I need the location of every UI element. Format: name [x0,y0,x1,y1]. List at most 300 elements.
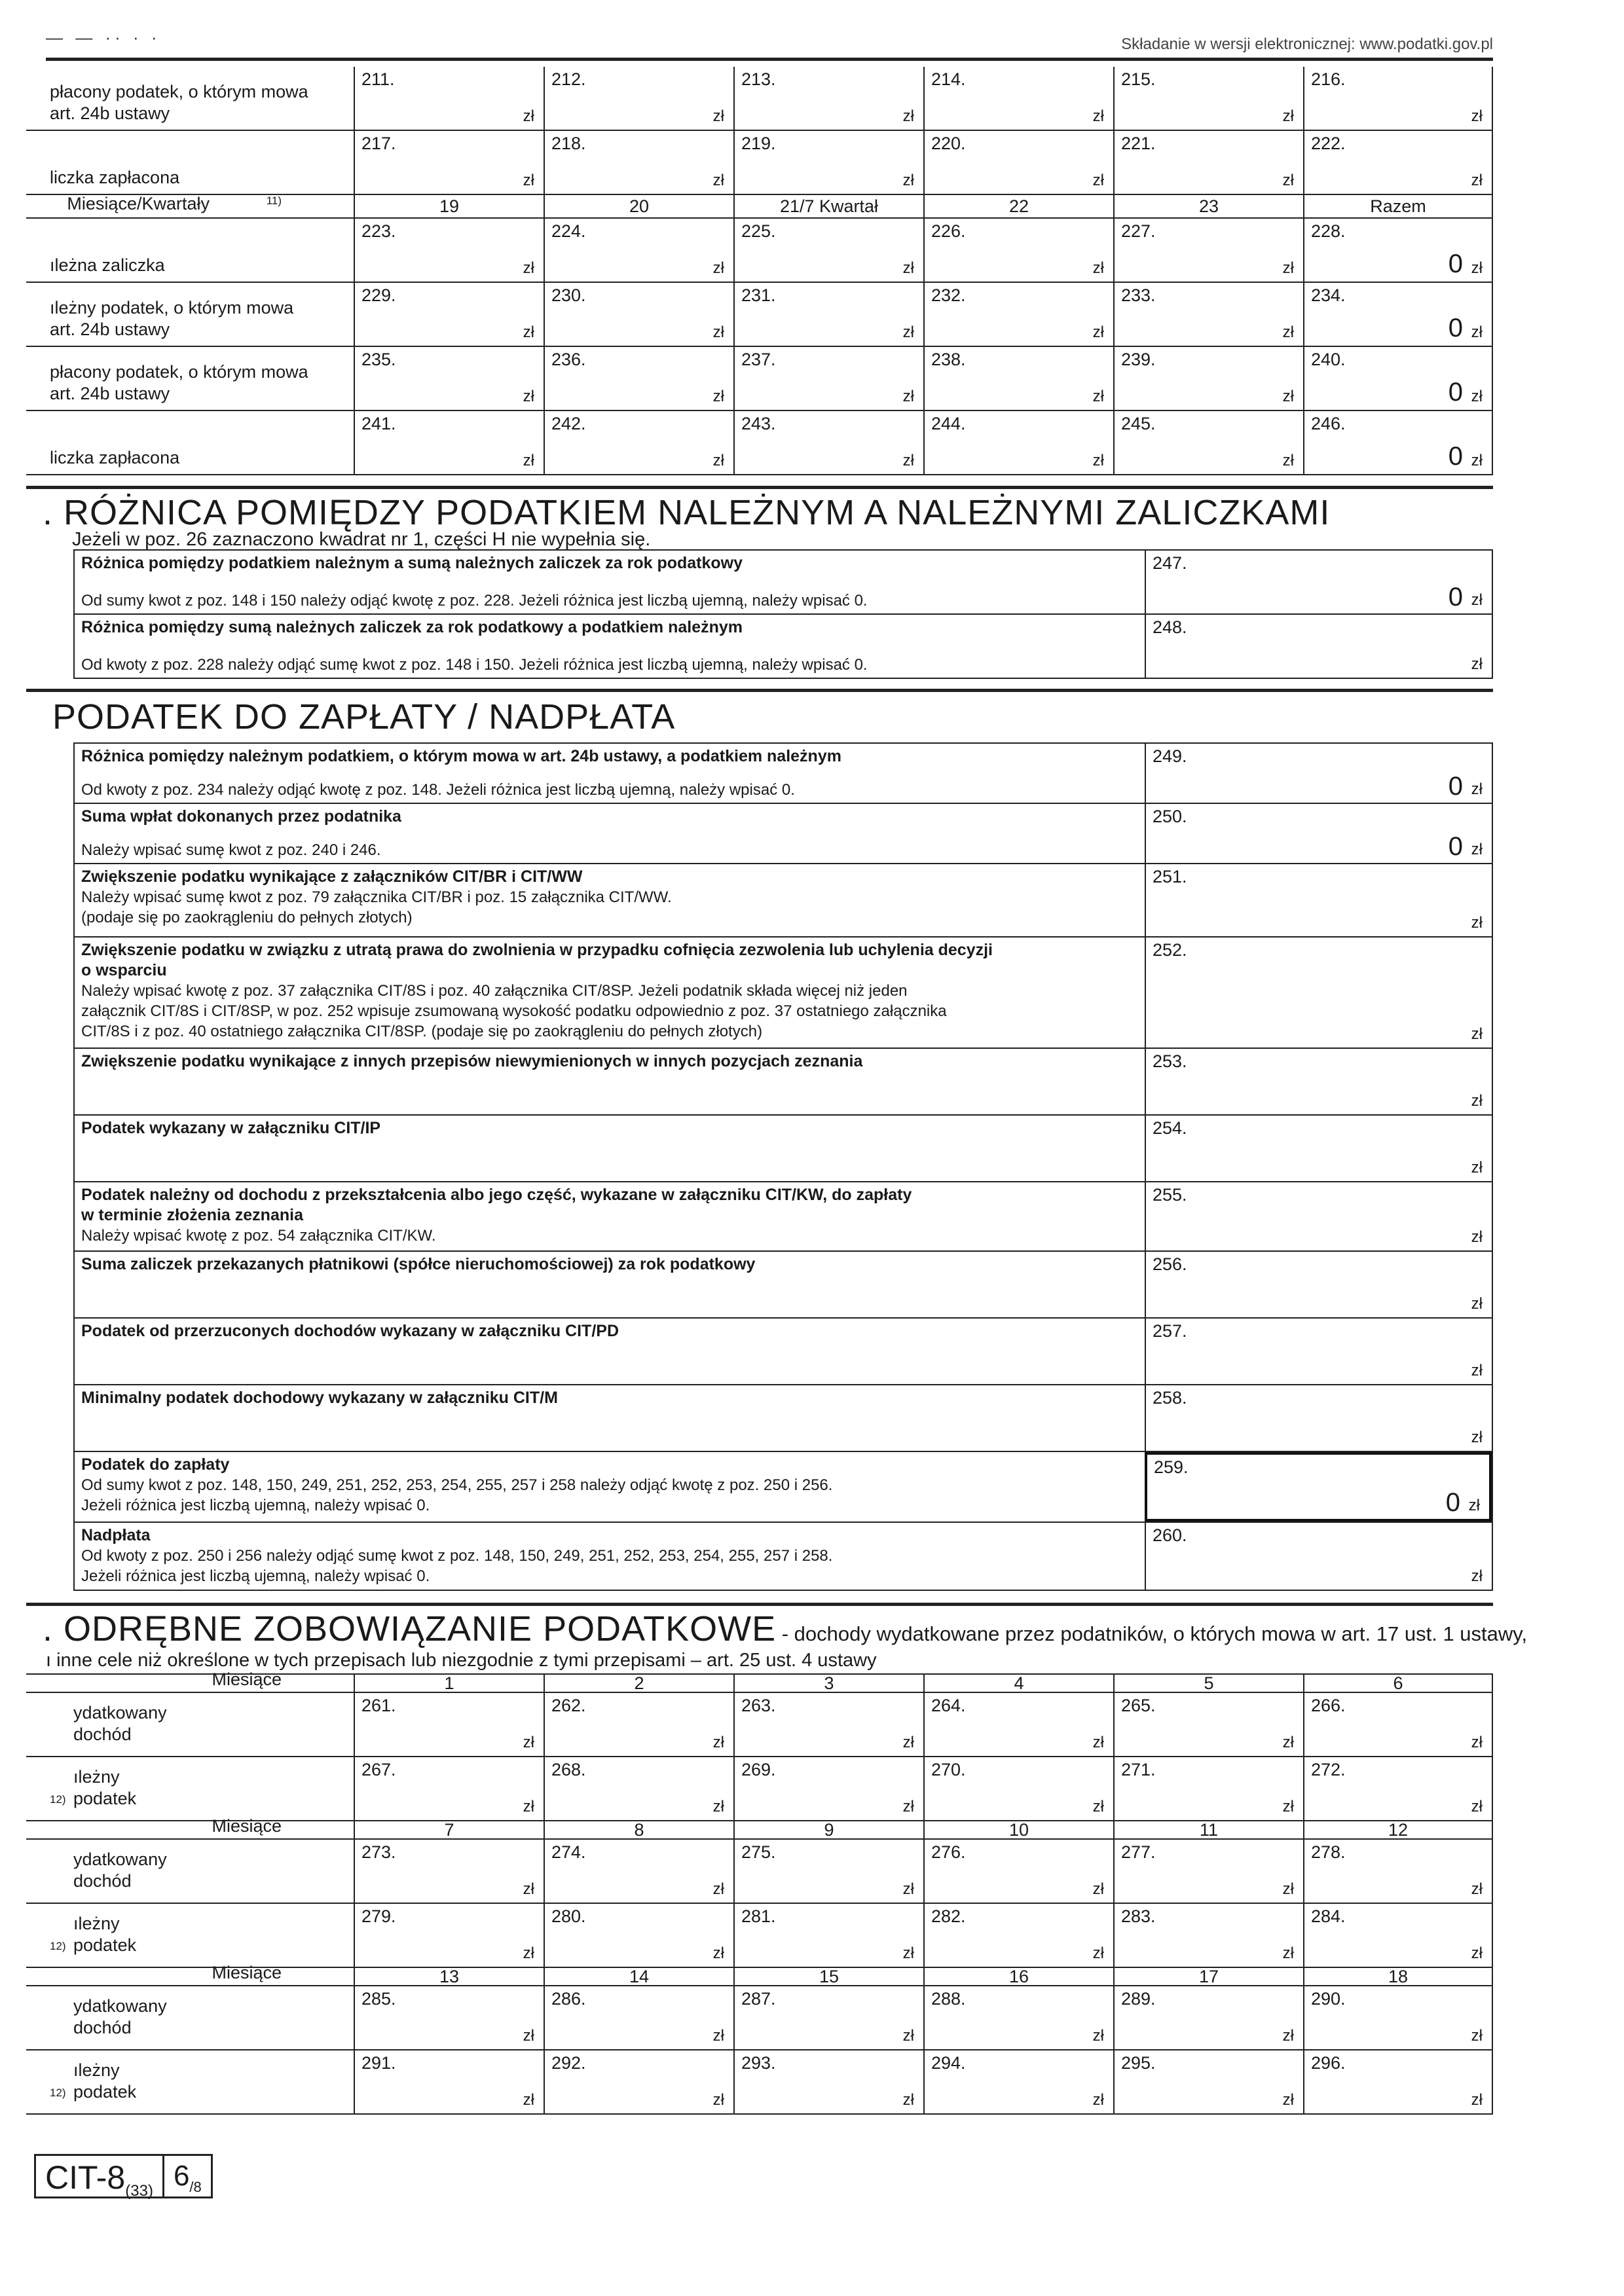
row-label-text [50,1914,137,1961]
currency-unit: zł [523,1880,534,1898]
field-number: 211. [361,69,395,89]
row-label-text [50,297,293,340]
form-row [75,1049,1492,1116]
currency-unit: zł [1282,452,1294,469]
amount-field[interactable] [1303,283,1493,346]
row-instruction: Jeżeli różnica jest liczbą ujemną, należy wpisać 0. [81,1567,430,1585]
field-number: 281. [741,1906,776,1926]
row-label-line: art. 24b ustawy [50,319,170,339]
field-number: 241. [361,414,396,433]
currency-unit: zł [1471,1362,1483,1379]
section-i-rule [26,486,1493,489]
amount-field[interactable] [1113,347,1303,410]
amount-field[interactable] [544,67,733,130]
amount-field[interactable] [544,1693,733,1756]
currency-unit: zł [712,388,724,405]
row-title: Zwiększenie podatku w związku z utratą prawa do zwolnienia w przypadku cofnięcia zezwolenia lub uchylenia decyzji [81,941,993,959]
amount-field[interactable] [1145,1319,1492,1384]
field-number: 264. [931,1696,966,1715]
field-number: 236. [551,350,586,369]
amount-field[interactable] [733,67,923,130]
currency-unit: zł [1282,1880,1294,1898]
row-label-text [50,447,179,469]
form-row [75,938,1492,1049]
currency-unit: zł [1471,655,1483,673]
amount-field[interactable] [923,411,1113,474]
field-number: 233. [1121,285,1156,305]
row-label [26,347,354,410]
row-label-line: płacony podatek, o którym mowa [50,362,308,382]
amount-field[interactable] [733,1986,923,2049]
field-number: 253. [1153,1051,1187,1071]
amount-field[interactable] [733,283,923,346]
header-label [26,1963,354,1985]
field-number: 276. [931,1842,966,1862]
amount-field[interactable] [1113,67,1303,130]
field-number: 223. [361,221,396,241]
row-title: Podatek należny od dochodu z przekształcenia albo jego część, wykazane w załączniku CIT/KW, do zapłaty [81,1186,912,1204]
currency-unit: zł [1471,1798,1483,1815]
amount-field[interactable] [733,411,923,474]
amount-field[interactable] [923,1904,1113,1967]
field-value: 0 [1448,249,1463,278]
row-title: Minimalny podatek dochodowy wykazany w załączniku CIT/M [81,1389,558,1407]
month-header: 10 [923,1821,1113,1838]
currency-unit: zł [523,259,534,277]
row-label-line: ıleżny podatek, o którym mowa [50,298,294,318]
row-instruction: Od sumy kwot z poz. 148, 150, 249, 251, 252, 253, 254, 255, 257 i 258 należy odjąć kwotę z poz. 250 i 256. [81,1476,833,1494]
field-number: 257. [1153,1321,1187,1341]
field-number: 214. [931,69,966,89]
currency-unit: zł [1471,452,1483,469]
field-number: 295. [1121,2053,1156,2073]
field-number: 268. [551,1760,586,1779]
currency-unit: zł [902,323,914,341]
field-value: 0 [1448,832,1463,861]
amount-field[interactable] [544,283,733,346]
currency-unit: zł [1092,1798,1104,1815]
page-header-right: Składanie w wersji elektronicznej: www.podatki.gov.pl [1121,35,1493,53]
amount-field[interactable] [923,219,1113,282]
amount-field[interactable] [1303,1693,1493,1756]
month-header: 9 [733,1821,923,1838]
amount-field[interactable] [1303,347,1493,410]
currency-unit: zł [1092,1880,1104,1898]
form-row [75,1385,1492,1452]
footnote-ref: 12) [50,1940,66,1952]
amount-field[interactable] [923,1693,1113,1756]
amount-field[interactable] [733,1904,923,1967]
field-number: 216. [1311,69,1346,89]
amount-field[interactable] [923,2050,1113,2113]
currency-unit: zł [1471,172,1483,189]
form-row [75,1252,1492,1319]
amount-field[interactable] [923,283,1113,346]
row-label [26,1986,354,2049]
amount-field[interactable] [1145,551,1492,613]
header-label-main: Miesiące/Kwartały [67,194,210,213]
form-row [75,1319,1492,1385]
field-number: 271. [1121,1760,1156,1779]
field-number: 238. [931,350,966,369]
currency-unit: zł [712,323,724,341]
amount-field[interactable] [354,1693,544,1756]
row-label [26,67,354,130]
row-description [75,1182,1145,1250]
field-number: 235. [361,350,396,369]
amount-field[interactable] [544,2050,733,2113]
amount-field[interactable] [354,131,544,194]
field-number: 248. [1153,617,1187,637]
amount-field[interactable] [923,1757,1113,1820]
form-row [75,615,1492,679]
month-header: 8 [544,1821,733,1838]
field-number: 288. [931,1989,966,2009]
row-title: Różnica pomiędzy podatkiem należnym a sumą należnych zaliczek za rok podatkowy [81,554,743,572]
row-title: Suma zaliczek przekazanych płatnikowi (spółce nieruchomościowej) za rok podatkowy [81,1255,756,1273]
form-row [75,1523,1492,1591]
amount-field[interactable] [733,131,923,194]
currency-unit: zł [712,452,724,469]
amount-field[interactable] [1303,131,1493,194]
amount-field[interactable] [544,1840,733,1903]
amount-field[interactable] [1145,1523,1492,1590]
amount-field[interactable] [923,347,1113,410]
field-number: 230. [551,285,586,305]
currency-unit: zł [1471,388,1483,405]
field-number: 231. [741,285,776,305]
field-number: 273. [361,1842,396,1862]
footnote-ref: 12) [50,2086,66,2099]
amount-field[interactable] [733,219,923,282]
currency-unit: zł [712,2091,724,2109]
row-description [75,744,1145,803]
row-label [26,2050,354,2113]
row-label [26,219,354,282]
period-header: 19 [354,195,544,217]
amount-field[interactable] [1303,1757,1493,1820]
row-label-line: art. 24b ustawy [50,384,170,403]
section-i-title: . RÓŻNICA POMIĘDZY PODATKIEM NALEŻNYM A NALEŻNYMI ZALICZKAMI [43,493,1331,532]
section-k-subtitle: ı inne cele niż określone w tych przepisach lub niezgodnie z tymi przepisami – art. 25 ust. 4 ustawy [46,1650,877,1671]
form-row [75,744,1492,804]
amount-field[interactable] [354,283,544,346]
row-title: Zwiększenie podatku wynikające z załączników CIT/BR i CIT/WW [81,867,583,886]
currency-unit: zł [1471,1092,1483,1110]
amount-field[interactable] [354,219,544,282]
header-label [26,195,354,217]
amount-field[interactable] [1303,1986,1493,2049]
field-number: 263. [741,1696,776,1715]
field-value: 0 [1448,442,1463,471]
currency-unit: zł [1471,1295,1483,1313]
amount-field[interactable] [354,2050,544,2113]
section-k-rule [26,1603,1493,1606]
month-header: 12 [1303,1821,1493,1838]
field-number: 279. [361,1906,396,1926]
field-number: 269. [741,1760,776,1779]
currency-unit: zł [1282,1798,1294,1815]
amount-field[interactable] [354,347,544,410]
amount-field[interactable] [1303,1904,1493,1967]
field-number: 249. [1153,746,1187,766]
form-footer [34,2154,213,2198]
amount-field[interactable] [354,1840,544,1903]
currency-unit: zł [1468,1497,1480,1514]
row-instruction: (podaje się po zaokrągleniu do pełnych złotych) [81,909,413,926]
row-instruction: CIT/8S i z poz. 40 ostatniego załącznika CIT/8SP. (podaje się po zaokrągleniu do pełnych złotych) [81,1023,763,1040]
amount-field[interactable] [1113,131,1303,194]
table-row [26,131,1493,195]
currency-unit: zł [712,172,724,189]
currency-unit: zł [902,172,914,189]
currency-unit: zł [1092,2091,1104,2109]
field-number: 283. [1121,1906,1156,1926]
amount-field[interactable] [544,1986,733,2049]
field-number: 272. [1311,1760,1346,1779]
amount-field[interactable] [923,1986,1113,2049]
amount-field[interactable] [354,1757,544,1820]
period-header: 20 [544,195,733,217]
amount-field[interactable] [1113,219,1303,282]
table-row [26,2050,1493,2115]
currency-unit: zł [712,259,724,277]
month-header: 15 [733,1968,923,1985]
month-header: 5 [1113,1675,1303,1692]
amount-field[interactable] [1303,67,1493,130]
currency-unit: zł [523,388,534,405]
currency-unit: zł [1471,1159,1483,1176]
amount-field[interactable] [544,347,733,410]
amount-field[interactable] [733,347,923,410]
field-number: 226. [931,221,966,241]
section-j-rule [26,689,1493,692]
amount-field[interactable] [1113,1904,1303,1967]
field-number: 252. [1153,940,1187,960]
month-header: 7 [354,1821,544,1838]
currency-unit: zł [1471,591,1483,609]
field-number: 262. [551,1696,586,1715]
amount-field[interactable] [544,219,733,282]
amount-field[interactable] [923,131,1113,194]
section-j-form [73,742,1493,1591]
field-number: 222. [1311,134,1346,153]
amount-field[interactable] [1145,1182,1492,1250]
amount-field[interactable] [1145,615,1492,678]
currency-unit: zł [1092,452,1104,469]
field-number: 277. [1121,1842,1156,1862]
amount-field[interactable] [1303,1840,1493,1903]
amount-field[interactable] [354,1904,544,1967]
currency-unit: zł [1471,107,1483,125]
amount-field[interactable] [1303,2050,1493,2113]
row-label-text [50,361,308,405]
currency-unit: zł [1471,780,1483,798]
amount-field[interactable] [1145,1049,1492,1114]
currency-unit: zł [1282,323,1294,341]
currency-unit: zł [1471,2091,1483,2109]
section-k-title-suffix: - dochody wydatkowane przez podatników, o których mowa w art. 17 ust. 1 ustawy, [776,1622,1528,1645]
field-number: 266. [1311,1696,1346,1715]
currency-unit: zł [523,107,534,125]
month-header: 16 [923,1968,1113,1985]
row-label-line: art. 24b ustawy [50,103,170,123]
amount-field[interactable] [354,1986,544,2049]
form-row [75,1452,1492,1523]
currency-unit: zł [902,1734,914,1751]
amount-field[interactable] [1145,1385,1492,1451]
row-description [75,1116,1145,1181]
field-value: 0 [1448,583,1463,611]
row-label [26,411,354,474]
section-k-title [43,1609,1527,1649]
row-label [26,283,354,346]
field-number: 294. [931,2053,966,2073]
amount-field[interactable] [1113,1840,1303,1903]
form-code [36,2156,164,2200]
currency-unit: zł [902,1798,914,1815]
amount-field[interactable] [923,67,1113,130]
month-header: 11 [1113,1821,1303,1838]
form-row [75,1116,1492,1182]
currency-unit: zł [1471,914,1483,932]
currency-unit: zł [1282,388,1294,405]
amount-field[interactable] [733,1757,923,1820]
row-title: w terminie złożenia zeznania [81,1206,303,1224]
page-total: /8 [189,2178,202,2195]
currency-unit: zł [712,107,724,125]
field-number: 274. [551,1842,586,1862]
form-row [75,804,1492,864]
field-number: 258. [1153,1388,1187,1408]
section-k-title-main: . ODRĘBNE ZOBOWIĄZANIE PODATKOWE [43,1609,777,1649]
amount-field[interactable] [544,411,733,474]
field-number: 229. [361,285,396,305]
amount-field[interactable] [1113,1757,1303,1820]
currency-unit: zł [1092,388,1104,405]
currency-unit: zł [1282,259,1294,277]
row-title: Zwiększenie podatku wynikające z innych przepisów niewymienionych w innych pozycjach zeznania [81,1052,863,1070]
currency-unit: zł [902,452,914,469]
currency-unit: zł [712,1734,724,1751]
field-number: 278. [1311,1842,1346,1862]
currency-unit: zł [523,1798,534,1815]
row-label-main: ydatkowany dochód [73,1850,167,1891]
table-row [26,283,1493,347]
row-label-line: płacony podatek, o którym mowa [50,82,308,101]
field-number: 254. [1153,1118,1187,1138]
row-description [75,938,1145,1048]
currency-unit: zł [1471,1228,1483,1246]
amount-field[interactable] [354,67,544,130]
row-description [75,1452,1145,1522]
currency-unit: zł [1471,1734,1483,1751]
amount-field[interactable] [544,1757,733,1820]
row-label [26,1904,354,1967]
header-label-text: Miesiące [212,1669,282,1689]
currency-unit: zł [523,1944,534,1962]
amount-field[interactable] [1113,2050,1303,2113]
separate-tax-liability-table [26,1669,1493,2115]
form-name: CIT-8 [45,2159,126,2196]
currency-unit: zł [1471,1025,1483,1043]
field-number: 237. [741,350,776,369]
amount-field[interactable] [1303,219,1493,282]
header-label-text [67,190,282,216]
header-row-months [26,1963,1493,1986]
row-label-main: ydatkowany dochód [73,1996,167,2037]
month-header: 14 [544,1968,733,1985]
amount-field[interactable] [1303,411,1493,474]
amount-field[interactable] [733,2050,923,2113]
row-instruction: Od kwoty z poz. 228 należy odjąć sumę kwot z poz. 148 i 150. Jeżeli różnica jest liczbą ujemną, należy wpisać 0. [81,656,868,674]
header-label [26,1816,354,1838]
field-number: 243. [741,414,776,433]
currency-unit: zł [1092,323,1104,341]
amount-field[interactable] [1113,1986,1303,2049]
amount-field[interactable] [1113,411,1303,474]
row-title: Suma wpłat dokonanych przez podatnika [81,807,401,826]
currency-unit: zł [1471,841,1483,858]
amount-field[interactable] [1113,1693,1303,1756]
month-header: 6 [1303,1675,1493,1692]
amount-field[interactable] [1145,1452,1492,1522]
currency-unit: zł [523,323,534,341]
month-header: 13 [354,1968,544,1985]
currency-unit: zł [1471,1567,1483,1585]
field-value: 0 [1445,1488,1460,1517]
amount-field[interactable] [1145,938,1492,1048]
month-header: 18 [1303,1968,1493,1985]
amount-field[interactable] [1145,864,1492,936]
currency-unit: zł [902,388,914,405]
amount-field[interactable] [1145,1252,1492,1317]
row-label-line: liczka zapłacona [50,448,180,467]
field-number: 221. [1121,134,1156,153]
row-description [75,1049,1145,1114]
amount-field[interactable] [733,1840,923,1903]
period-header: 23 [1113,195,1303,217]
amount-field[interactable] [1145,804,1492,863]
field-number: 280. [551,1906,586,1926]
amount-field[interactable] [1145,744,1492,803]
currency-unit: zł [1471,259,1483,277]
header-label-text: Miesiące [212,1963,282,1982]
field-number: 225. [741,221,776,241]
row-instruction: Od sumy kwot z poz. 148 i 150 należy odjąć kwotę z poz. 228. Jeżeli różnica jest liczbą ujemną, należy wpisać 0. [81,592,868,610]
row-instruction: Należy wpisać kwotę z poz. 54 załącznika CIT/KW. [81,1227,436,1245]
amount-field[interactable] [544,131,733,194]
amount-field[interactable] [923,1840,1113,1903]
row-label-text [50,2060,137,2108]
field-number: 212. [551,69,586,89]
amount-field[interactable] [354,411,544,474]
field-number: 255. [1153,1185,1187,1205]
row-instruction: Jeżeli różnica jest liczbą ujemną, należy wpisać 0. [81,1497,430,1514]
amount-field[interactable] [544,1904,733,1967]
page-number [164,2156,211,2196]
field-number: 265. [1121,1696,1156,1715]
amount-field[interactable] [1113,283,1303,346]
currency-unit: zł [902,259,914,277]
field-number: 242. [551,414,586,433]
row-instruction: Należy wpisać sumę kwot z poz. 79 załącznika CIT/BR i poz. 15 załącznika CIT/WW. [81,888,672,906]
amount-field[interactable] [1145,1116,1492,1181]
amount-field[interactable] [733,1693,923,1756]
field-number: 290. [1311,1989,1346,2009]
field-number: 224. [551,221,586,241]
row-title: Podatek wykazany w załączniku CIT/IP [81,1119,381,1137]
